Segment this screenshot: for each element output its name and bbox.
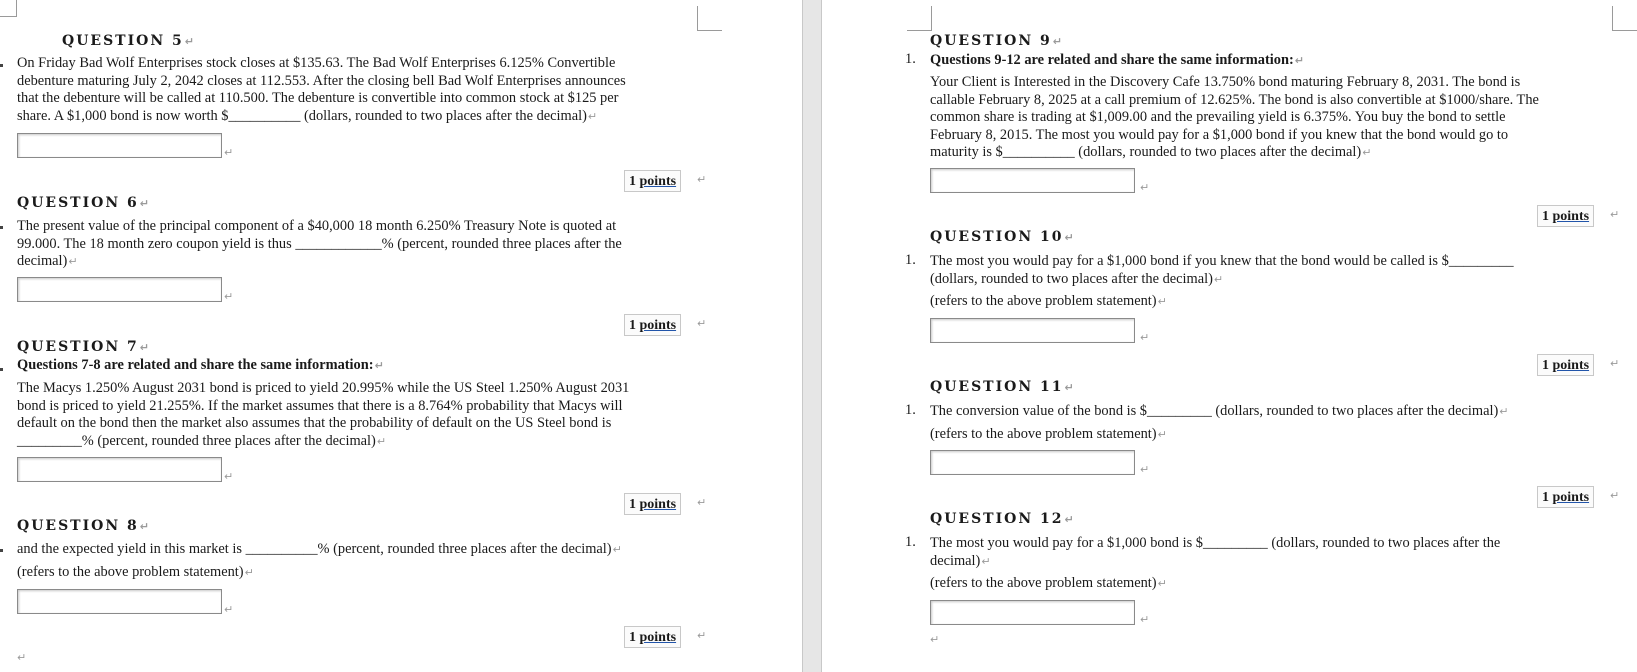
paragraph-mark: ↵ — [1140, 181, 1150, 194]
paragraph-mark: ↵ — [1140, 331, 1150, 344]
paragraph-mark: ↵ — [697, 173, 707, 186]
paragraph-mark: ↵ — [1610, 208, 1620, 221]
question-10-heading: QUESTION 10↵ — [930, 229, 1076, 245]
list-bullet — [0, 368, 3, 371]
refers-note-q10: (refers to the above problem statement)↵ — [930, 293, 1167, 309]
paragraph-mark: ↵ — [1140, 463, 1150, 476]
points-badge-q8: 1 points — [624, 626, 681, 648]
document-page-right — [822, 0, 1637, 672]
refers-note-q11: (refers to the above problem statement)↵ — [930, 426, 1167, 442]
question-8-text: and the expected yield in this market is __________% (percent, rounded three places after the decimal)↵ — [17, 541, 622, 557]
answer-input-q6[interactable] — [17, 277, 222, 302]
question-6-heading: QUESTION 6↵ — [17, 195, 151, 211]
answer-input-q8[interactable] — [17, 589, 222, 614]
document-page-left — [0, 0, 802, 672]
question-9-text: Your Client is Interested in the Discovery Cafe 13.750% bond maturing February 8, 2031. The bond is callable February 8, 2025 at a call premium of 12.625%. The bond is also convertible at $1000/share. The common share is trading at $1,009.00 and the prevailing yield is 6.375%. You buy the bond to settle February 8, 2015. The most you would pay for a $1,000 bond if you knew that the bond would go to maturity is $__________ (dollars, rounded to two places after the decimal)↵ — [930, 74, 1539, 160]
paragraph-mark: ↵ — [17, 651, 27, 664]
crop-mark — [0, 0, 17, 17]
paragraph-mark: ↵ — [697, 629, 707, 642]
answer-input-q5[interactable] — [17, 133, 222, 158]
answer-input-q9[interactable] — [930, 168, 1135, 193]
list-bullet — [0, 549, 3, 552]
points-badge-q10: 1 points — [1537, 354, 1594, 376]
paragraph-mark: ↵ — [930, 633, 940, 646]
question-12-heading: QUESTION 12↵ — [930, 511, 1076, 527]
answer-input-q12[interactable] — [930, 600, 1135, 625]
question-10-text: The most you would pay for a $1,000 bond if you knew that the bond would be called is $_________ (dollars, rounded to two places after the decimal)↵ — [930, 253, 1514, 287]
paragraph-mark: ↵ — [1610, 489, 1620, 502]
points-badge-q9: 1 points — [1537, 205, 1594, 227]
points-badge-q6: 1 points — [624, 314, 681, 336]
answer-input-q11[interactable] — [930, 450, 1135, 475]
paragraph-mark: ↵ — [697, 496, 707, 509]
points-badge-q11: 1 points — [1537, 486, 1594, 508]
question-12-text: The most you would pay for a $1,000 bond is $_________ (dollars, rounded to two places after the decimal)↵ — [930, 535, 1501, 569]
question-11-text: The conversion value of the bond is $_________ (dollars, rounded to two places after the decimal)↵ — [930, 403, 1509, 419]
crop-mark — [697, 6, 722, 31]
list-number: 1. — [905, 402, 916, 418]
crop-mark — [1612, 6, 1637, 31]
question-7-text: The Macys 1.250% August 2031 bond is priced to yield 20.995% while the US Steel 1.250% August 2031 bond is priced to yield 21.255%. If the market assumes that there is a 8.764% probability that Macys will default on the bond then the market also assumes that the probability of default on the US Steel bond is _________% (percent, rounded three places after the decimal)↵ — [17, 380, 630, 449]
list-bullet — [0, 226, 3, 229]
refers-note-q8: (refers to the above problem statement)↵ — [17, 564, 254, 580]
paragraph-mark: ↵ — [224, 603, 234, 616]
list-bullet — [0, 64, 3, 67]
question-9-heading: QUESTION 9↵ — [930, 33, 1064, 49]
question-5-heading: QUESTION 5↵ — [62, 33, 196, 49]
question-6-text: The present value of the principal component of a $40,000 18 month 6.250% Treasury Note is quoted at 99.000. The 18 month zero coupon yield is thus ____________% (percent, rounded three places after the decimal)↵ — [17, 218, 622, 269]
paragraph-mark: ↵ — [224, 470, 234, 483]
answer-input-q7[interactable] — [17, 457, 222, 482]
paragraph-mark: ↵ — [1140, 613, 1150, 626]
refers-note-q12: (refers to the above problem statement)↵ — [930, 575, 1167, 591]
list-number: 1. — [905, 252, 916, 268]
question-8-heading: QUESTION 8↵ — [17, 518, 151, 534]
crop-mark — [907, 6, 932, 31]
question-9-intro: Questions 9-12 are related and share the same information:↵ — [930, 52, 1304, 68]
page-gutter — [802, 0, 822, 672]
list-number: 1. — [905, 51, 916, 67]
question-5-text: On Friday Bad Wolf Enterprises stock closes at $135.63. The Bad Wolf Enterprises 6.125% Convertible debenture maturing July 2, 2042 closes at 112.553. After the closing bell Bad Wolf Enterprises announces that the debenture will be called at 110.500. The debenture is convertible into common stock at $125 per share. A $1,000 bond is now worth $__________ (dollars, rounded to two places after the decimal)↵ — [17, 55, 626, 124]
paragraph-mark: ↵ — [224, 146, 234, 159]
points-badge-q5: 1 points — [624, 170, 681, 192]
question-7-intro: Questions 7-8 are related and share the same information:↵ — [17, 357, 384, 373]
paragraph-mark: ↵ — [697, 317, 707, 330]
points-badge-q7: 1 points — [624, 493, 681, 515]
answer-input-q10[interactable] — [930, 318, 1135, 343]
question-7-heading: QUESTION 7↵ — [17, 339, 151, 355]
paragraph-mark: ↵ — [224, 290, 234, 303]
question-11-heading: QUESTION 11↵ — [930, 379, 1076, 395]
paragraph-mark: ↵ — [1610, 357, 1620, 370]
list-number: 1. — [905, 534, 916, 550]
